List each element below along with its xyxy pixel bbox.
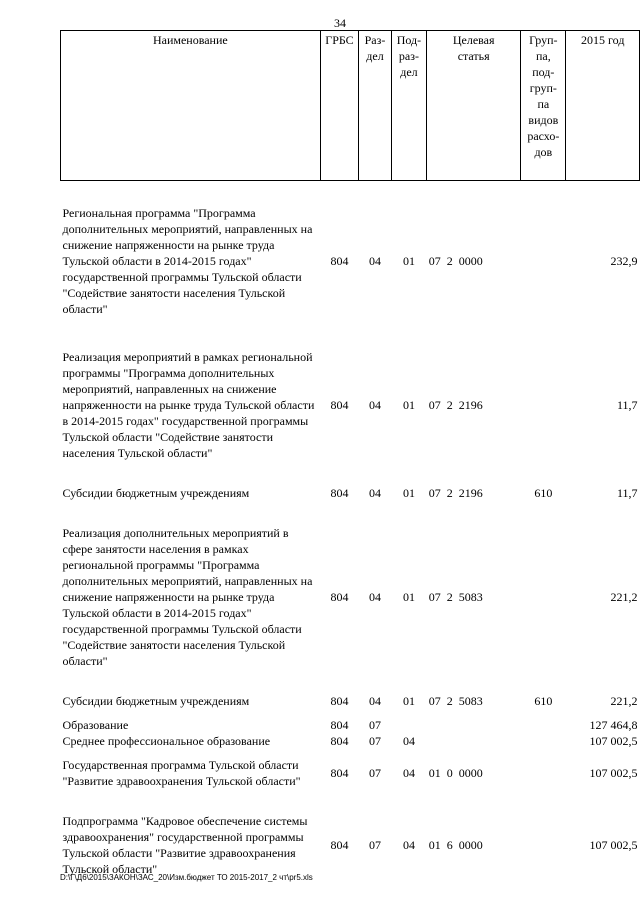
row-name: Образование xyxy=(62,718,129,732)
row-podrazdel: 01 xyxy=(402,694,415,708)
row-celevaya: 01 6 0000 xyxy=(428,838,483,852)
row-podrazdel: 04 xyxy=(402,838,415,852)
row-grbs: 804 xyxy=(330,766,349,780)
row-gruppa xyxy=(521,349,566,461)
row-podrazdel: 01 xyxy=(402,398,415,412)
row-sum: 232,9 xyxy=(610,254,638,268)
table-row xyxy=(61,813,640,877)
header-podrazdel: Под- раз- дел xyxy=(391,31,426,181)
row-razdel: 04 xyxy=(368,590,381,604)
header-celevaya: Целевая статья xyxy=(427,31,521,181)
row-celevaya: 07 2 2196 xyxy=(428,398,483,412)
row-name: Подпрограмма "Кадровое обеспечение системы здравоохранения" государственной программы Тульской области "Развитие здравоохранения Тульской области" xyxy=(62,814,308,876)
row-grbs: 804 xyxy=(330,838,349,852)
row-sum: 221,2 xyxy=(610,590,638,604)
row-razdel: 07 xyxy=(368,718,381,732)
page-number: 34 xyxy=(334,16,346,30)
row-name: Среднее профессиональное образование xyxy=(62,734,271,748)
row-gruppa xyxy=(521,733,566,749)
row-grbs: 804 xyxy=(330,398,349,412)
row-name: Реализация мероприятий в рамках региональной программы "Программа дополнительных мероприятий, направленных на снижение напряженности на рынке труда Тульской области в 2014-2015 годах" государственной программы Тульской области "Содействие занятости населения Тульской области" xyxy=(62,350,315,460)
table-row xyxy=(61,717,640,733)
row-celevaya: 01 0 0000 xyxy=(428,766,483,780)
row-sum: 107 002,5 xyxy=(589,766,638,780)
row-razdel: 04 xyxy=(368,486,381,500)
row-name: Субсидии бюджетным учреждениям xyxy=(62,694,250,708)
row-gruppa xyxy=(521,205,566,317)
row-gruppa xyxy=(521,525,566,669)
row-razdel: 04 xyxy=(368,398,381,412)
row-sum: 221,2 xyxy=(610,694,638,708)
row-podrazdel: 01 xyxy=(402,590,415,604)
row-celevaya xyxy=(427,733,521,749)
row-razdel: 07 xyxy=(368,838,381,852)
budget-table xyxy=(60,30,640,877)
row-razdel: 04 xyxy=(368,254,381,268)
table-row xyxy=(61,205,640,317)
row-grbs: 804 xyxy=(330,734,349,748)
row-grbs: 804 xyxy=(330,694,349,708)
row-gruppa xyxy=(521,717,566,733)
table-row xyxy=(61,733,640,749)
row-gruppa: 610 xyxy=(534,694,553,708)
row-grbs: 804 xyxy=(330,590,349,604)
row-name: Субсидии бюджетным учреждениям xyxy=(62,486,250,500)
row-podrazdel xyxy=(391,717,426,733)
row-podrazdel: 04 xyxy=(402,766,415,780)
table-row xyxy=(61,525,640,669)
row-name: Государственная программа Тульской области "Развитие здравоохранения Тульской области" xyxy=(62,758,301,788)
footer-file-path: D:\Г\Д6\2015\ЗАКОН\ЗАС_20\Изм.бюджет ТО 2015-2017_2 чт\pr5.xls xyxy=(60,873,313,882)
row-gruppa xyxy=(521,813,566,877)
row-gruppa xyxy=(521,757,566,789)
row-razdel: 04 xyxy=(368,694,381,708)
table-row xyxy=(61,757,640,789)
row-podrazdel: 04 xyxy=(402,734,415,748)
table-row xyxy=(61,349,640,461)
row-grbs: 804 xyxy=(330,486,349,500)
row-sum: 107 002,5 xyxy=(589,734,638,748)
row-sum: 107 002,5 xyxy=(589,838,638,852)
row-sum: 127 464,8 xyxy=(589,718,638,732)
row-celevaya xyxy=(427,717,521,733)
header-gruppa: Груп- па, под- груп- па видов расхо- дов xyxy=(521,31,566,181)
header-grbs: ГРБС xyxy=(320,31,359,181)
row-name: Реализация дополнительных мероприятий в сфере занятости населения в рамках региональной программы "Программа дополнительных мероприятий, направленных на снижение напряженности на рынке труда Тульской области в 2014-2015 годах" государственной программы Тульской области "Содействие занятости населения Тульской области" xyxy=(62,526,313,668)
row-celevaya: 07 2 0000 xyxy=(428,254,483,268)
row-grbs: 804 xyxy=(330,254,349,268)
row-grbs: 804 xyxy=(330,718,349,732)
row-podrazdel: 01 xyxy=(402,254,415,268)
row-podrazdel: 01 xyxy=(402,486,415,500)
row-razdel: 07 xyxy=(368,734,381,748)
table-body xyxy=(61,181,640,878)
row-name: Региональная программа "Программа дополнительных мероприятий, направленных на снижение напряженности на рынке труда Тульской области в 2014-2015 годах" государственной программы Тульской области "Содействие занятости населения Тульской области" xyxy=(62,206,313,316)
table-row xyxy=(61,693,640,709)
row-celevaya: 07 2 5083 xyxy=(428,694,483,708)
row-sum: 11,7 xyxy=(616,486,638,500)
row-razdel: 07 xyxy=(368,766,381,780)
row-celevaya: 07 2 2196 xyxy=(428,486,483,500)
row-sum: 11,7 xyxy=(616,398,638,412)
table-header xyxy=(61,31,640,181)
table-row xyxy=(61,485,640,501)
row-gruppa: 610 xyxy=(534,486,553,500)
header-razdel: Раз- дел xyxy=(359,31,391,181)
row-celevaya: 07 2 5083 xyxy=(428,590,483,604)
header-name: Наименование xyxy=(61,31,321,181)
header-year: 2015 год xyxy=(566,31,640,181)
